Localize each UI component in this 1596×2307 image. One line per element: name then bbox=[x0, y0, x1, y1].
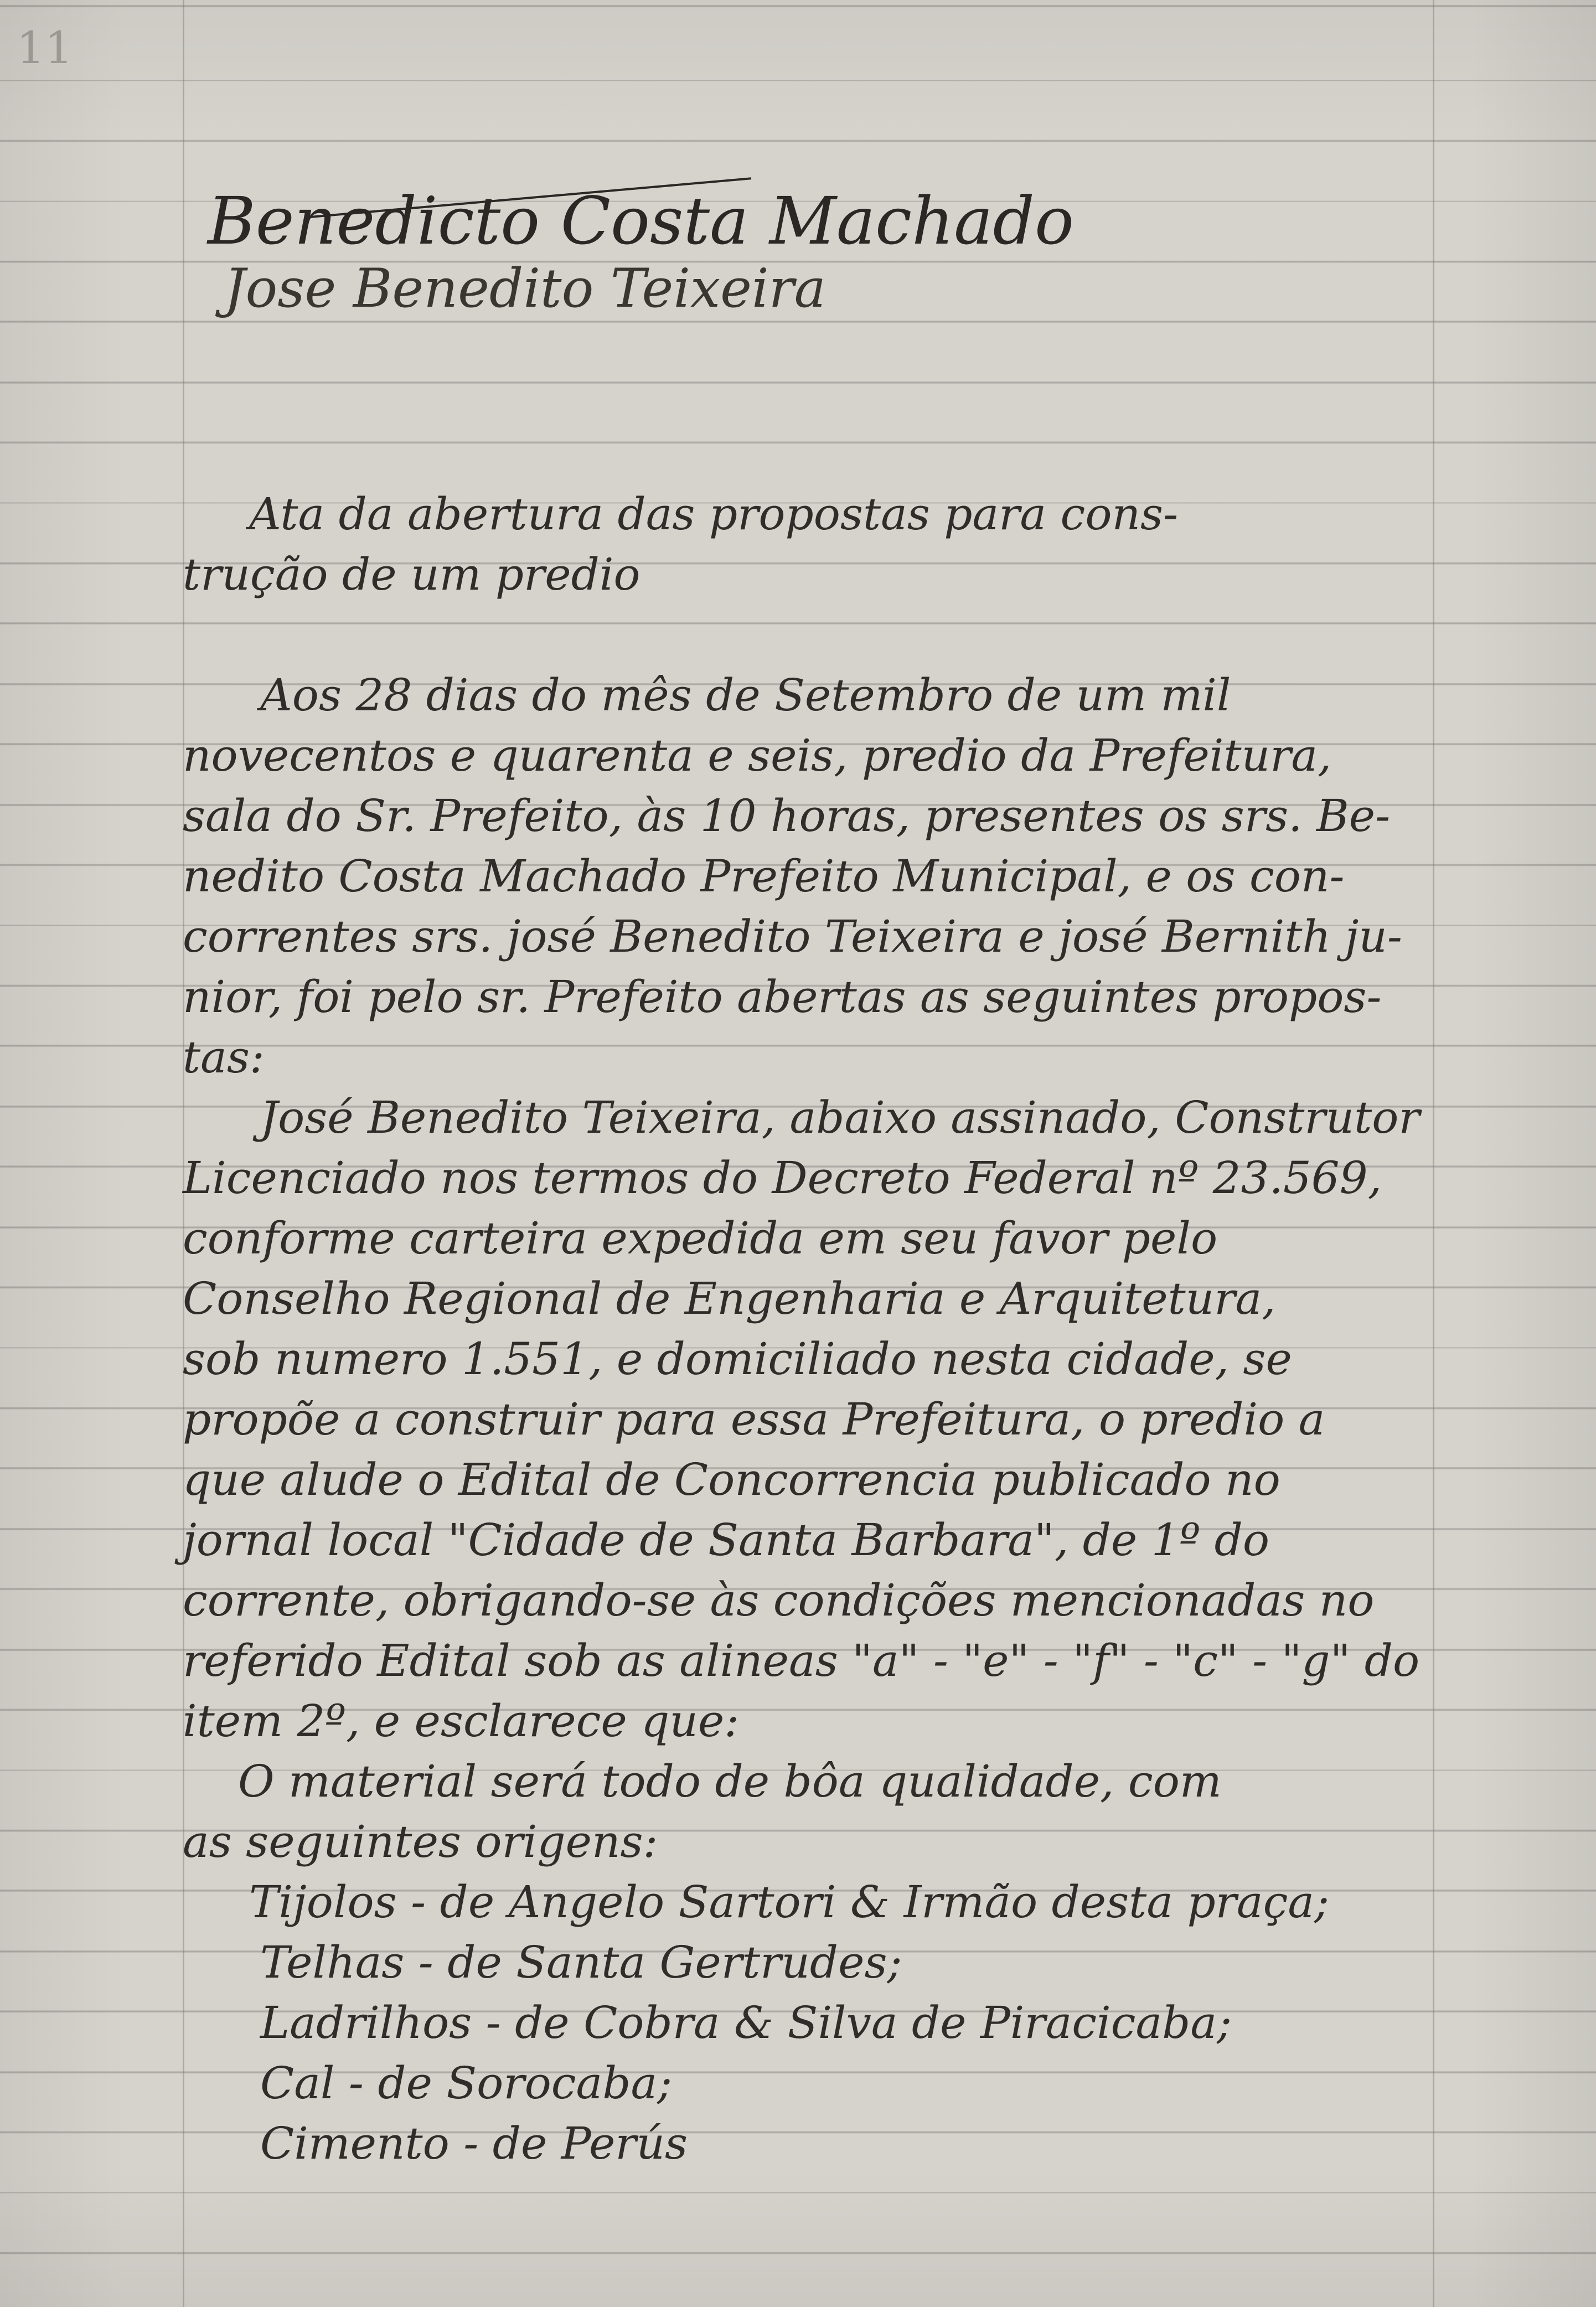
body-line bbox=[183, 903, 1434, 963]
body-line-text: item 2º, e esclarece que: bbox=[183, 1695, 740, 1747]
body-line-text: novecentos e quarenta e seis, predio da Prefeitura, bbox=[183, 730, 1332, 781]
body-line-text: Cimento - de Perús bbox=[260, 2118, 688, 2169]
body-line-text: propõe a construir para essa Prefeitura, o predio a bbox=[183, 1394, 1325, 1445]
blank-line bbox=[183, 601, 1434, 662]
body-line-text: que alude o Edital de Concorrencia publicado no bbox=[183, 1454, 1280, 1505]
body-line-text: referido Edital sob as alineas "a" - "e" - "f" - "c" - "g" do bbox=[183, 1635, 1420, 1686]
body-line-text: correntes srs. josé Benedito Teixeira e josé Bernith ju- bbox=[183, 911, 1402, 962]
body-line-text: José Benedito Teixeira, abaixo assinado, Construtor bbox=[260, 1092, 1420, 1143]
body-line-text: Telhas - de Santa Gertrudes; bbox=[260, 1937, 902, 1988]
body-line bbox=[183, 1325, 1434, 1386]
body-line bbox=[183, 1869, 1434, 1929]
body-line-text: Tijolos - de Angelo Sartori & Irmão desta praça; bbox=[249, 1876, 1330, 1928]
body-line-text: O material será todo de bôa qualidade, com bbox=[238, 1756, 1222, 1807]
body-line-text: Conselho Regional de Engenharia e Arquitetura, bbox=[183, 1273, 1276, 1324]
body-line bbox=[183, 2110, 1434, 2170]
body-line bbox=[183, 782, 1434, 843]
body-line-text: tas: bbox=[183, 1031, 265, 1083]
body-line bbox=[183, 2050, 1434, 2110]
body-line bbox=[183, 1024, 1434, 1084]
body-line-text: nedito Costa Machado Prefeito Municipal, e os con- bbox=[183, 850, 1345, 902]
body-line-text: Licenciado nos termos do Decreto Federal nº 23.569, bbox=[183, 1152, 1382, 1204]
body-line bbox=[183, 662, 1434, 722]
body-line bbox=[183, 1929, 1434, 1989]
title-line-text: trução de um predio bbox=[183, 549, 641, 600]
body-line bbox=[183, 1506, 1434, 1567]
body-line bbox=[183, 1084, 1434, 1144]
body-line bbox=[183, 722, 1434, 782]
title-line bbox=[183, 541, 1434, 601]
body-line bbox=[183, 1808, 1434, 1869]
body-line-text: sob numero 1.551, e domiciliado nesta cidade, se bbox=[183, 1333, 1292, 1385]
body-line bbox=[183, 1386, 1434, 1446]
body-line bbox=[183, 843, 1434, 903]
body-line-text: as seguintes origens: bbox=[183, 1816, 658, 1867]
body-line bbox=[183, 1205, 1434, 1265]
body-line-text: corrente, obrigando-se às condições mencionadas no bbox=[183, 1575, 1375, 1626]
body-line bbox=[183, 1265, 1434, 1325]
title-line bbox=[183, 481, 1434, 541]
body-line-text: sala do Sr. Prefeito, às 10 horas, presentes os srs. Be- bbox=[183, 790, 1391, 842]
body-line bbox=[183, 1687, 1434, 1748]
body-line bbox=[183, 1567, 1434, 1627]
body-line bbox=[183, 1627, 1434, 1687]
body-line bbox=[183, 963, 1434, 1024]
handwritten-minutes bbox=[183, 481, 1434, 2170]
body-line-text: Ladrilhos - de Cobra & Silva de Piracicaba; bbox=[260, 1997, 1232, 2048]
page-number: 11 bbox=[17, 22, 73, 74]
body-line bbox=[183, 1989, 1434, 2050]
body-line bbox=[183, 1446, 1434, 1506]
body-line-text: nior, foi pelo sr. Prefeito abertas as seguintes propos- bbox=[183, 971, 1382, 1023]
signature-mayor: Benedicto Costa Machado bbox=[208, 183, 1075, 259]
signature-contractor: Jose Benedito Teixeira bbox=[224, 257, 826, 319]
body-line-text: jornal local "Cidade de Santa Barbara", de 1º do bbox=[183, 1514, 1270, 1566]
body-line bbox=[183, 1748, 1434, 1808]
body-line-text: Aos 28 dias do mês de Setembro de um mil bbox=[260, 669, 1231, 721]
body-line-text: Cal - de Sorocaba; bbox=[260, 2057, 673, 2109]
title-line-text: Ata da abertura das propostas para cons- bbox=[249, 488, 1179, 540]
body-line bbox=[183, 1144, 1434, 1205]
body-line-text: conforme carteira expedida em seu favor pelo bbox=[183, 1212, 1218, 1264]
